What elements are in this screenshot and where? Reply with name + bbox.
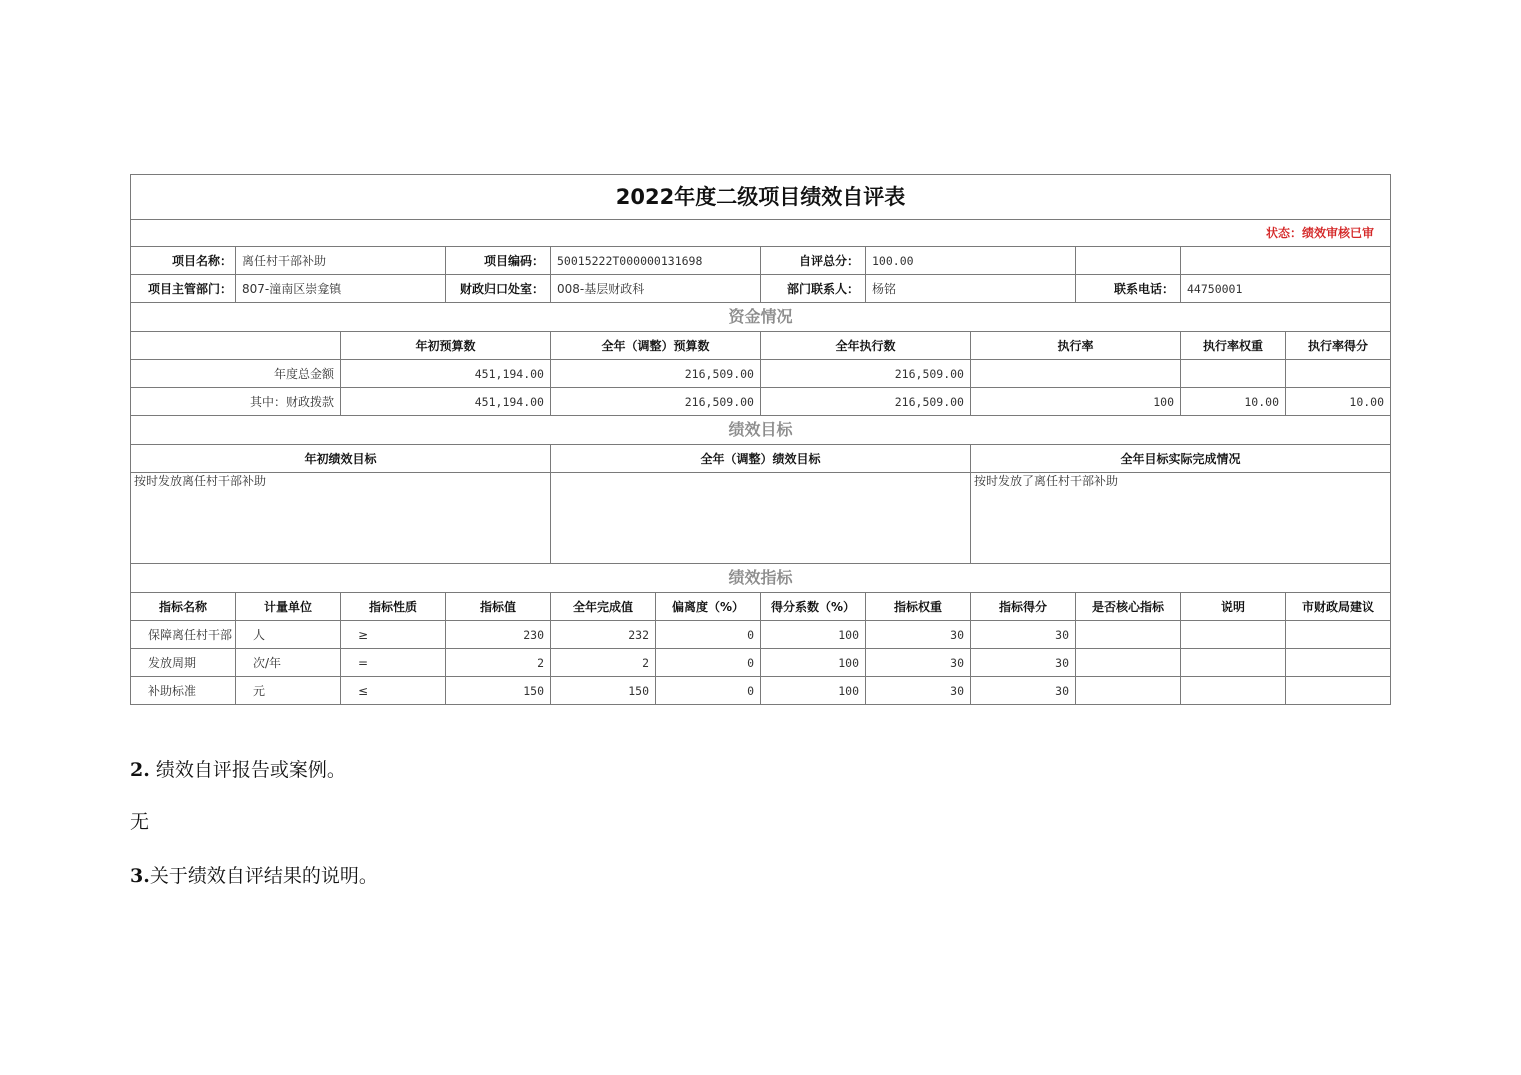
funds-header: 年初预算数 [341, 332, 551, 360]
self-score-label: 自评总分： [761, 247, 866, 275]
empty-cell [1181, 247, 1391, 275]
empty-cell [131, 332, 341, 360]
indicator-target: 2 [446, 649, 551, 677]
funds-header: 执行率得分 [1286, 332, 1391, 360]
info-row [131, 247, 1391, 275]
self-score-value: 100.00 [866, 247, 1076, 275]
indicator-target: 230 [446, 621, 551, 649]
adjusted-goal-text [551, 473, 971, 564]
indicator-actual: 150 [551, 677, 656, 705]
funds-cell: 216,509.00 [551, 360, 761, 388]
indicator-unit: 人 [236, 621, 341, 649]
indicator-coefficient: 100 [761, 677, 866, 705]
project-name-value: 离任村干部补助 [236, 247, 446, 275]
goals-section-title: 绩效目标 [131, 416, 1391, 445]
funds-cell [1181, 360, 1286, 388]
finance-office-label: 财政归口处室： [446, 275, 551, 303]
funds-header: 执行率 [971, 332, 1181, 360]
indicator-header: 是否核心指标 [1076, 593, 1181, 621]
indicator-score: 30 [971, 649, 1076, 677]
indicator-header: 全年完成值 [551, 593, 656, 621]
indicators-header-row [131, 593, 1391, 621]
section-heading-text: 绩效自评报告或案例。 [155, 759, 346, 781]
status-badge: 状态：绩效审核已审 [131, 220, 1391, 247]
indicator-nature: ≤ [341, 677, 446, 705]
indicator-header: 计量单位 [236, 593, 341, 621]
funds-row-label: 年度总金额 [131, 360, 341, 388]
contact-value: 杨铭 [866, 275, 1076, 303]
section-number: 3. [130, 865, 150, 887]
dept-label: 项目主管部门： [131, 275, 236, 303]
funds-row-label: 其中：财政拨款 [131, 388, 341, 416]
project-code-value: 50015222T000000131698 [551, 247, 761, 275]
finance-office-value: 008-基层财政科 [551, 275, 761, 303]
indicator-actual: 232 [551, 621, 656, 649]
funds-cell: 451,194.00 [341, 388, 551, 416]
project-code-label: 项目编码： [446, 247, 551, 275]
funds-cell: 451,194.00 [341, 360, 551, 388]
indicator-weight: 30 [866, 677, 971, 705]
indicator-core [1076, 649, 1181, 677]
indicator-score: 30 [971, 621, 1076, 649]
indicator-row [131, 621, 1391, 649]
empty-cell [1076, 247, 1181, 275]
indicator-note [1181, 621, 1286, 649]
indicator-unit: 元 [236, 677, 341, 705]
indicator-header: 指标权重 [866, 593, 971, 621]
funds-header: 执行率权重 [1181, 332, 1286, 360]
funds-cell: 216,509.00 [761, 388, 971, 416]
phone-label: 联系电话： [1076, 275, 1181, 303]
indicator-weight: 30 [866, 649, 971, 677]
goals-header-row [131, 445, 1391, 473]
indicator-nature: ≥ [341, 621, 446, 649]
funds-row [131, 360, 1391, 388]
dept-value: 807-潼南区崇龛镇 [236, 275, 446, 303]
indicator-header: 指标名称 [131, 593, 236, 621]
indicator-advice [1286, 621, 1391, 649]
section-heading-text: 关于绩效自评结果的说明。 [149, 865, 378, 887]
indicator-coefficient: 100 [761, 621, 866, 649]
initial-goal-text: 按时发放离任村干部补助 [131, 473, 551, 564]
indicator-name: 补助标准 [131, 677, 236, 705]
funds-cell: 216,509.00 [761, 360, 971, 388]
indicator-deviation: 0 [656, 621, 761, 649]
indicator-note [1181, 677, 1286, 705]
info-row [131, 275, 1391, 303]
indicator-row [131, 649, 1391, 677]
indicators-section-title: 绩效指标 [131, 564, 1391, 593]
indicator-header: 市财政局建议 [1286, 593, 1391, 621]
indicator-name: 发放周期 [131, 649, 236, 677]
indicator-deviation: 0 [656, 649, 761, 677]
funds-row [131, 388, 1391, 416]
section-heading-3 [130, 861, 378, 888]
indicator-name: 保障离任村干部 [131, 621, 236, 649]
goals-header: 全年（调整）绩效目标 [551, 445, 971, 473]
performance-eval-table [130, 174, 1391, 705]
section-heading-2 [130, 755, 346, 782]
indicator-advice [1286, 677, 1391, 705]
funds-cell: 10.00 [1286, 388, 1391, 416]
indicator-score: 30 [971, 677, 1076, 705]
indicator-header: 得分系数（%） [761, 593, 866, 621]
goals-header: 全年目标实际完成情况 [971, 445, 1391, 473]
project-name-label: 项目名称： [131, 247, 236, 275]
funds-cell [1286, 360, 1391, 388]
section-number: 2. [130, 759, 150, 781]
indicator-weight: 30 [866, 621, 971, 649]
actual-completion-text: 按时发放了离任村干部补助 [971, 473, 1391, 564]
funds-header: 全年（调整）预算数 [551, 332, 761, 360]
funds-section-title: 资金情况 [131, 303, 1391, 332]
indicator-note [1181, 649, 1286, 677]
indicator-actual: 2 [551, 649, 656, 677]
indicator-header: 偏离度（%） [656, 593, 761, 621]
indicator-coefficient: 100 [761, 649, 866, 677]
indicator-nature: = [341, 649, 446, 677]
indicator-header: 指标性质 [341, 593, 446, 621]
table-title: 2022年度二级项目绩效自评表 [131, 175, 1391, 220]
indicator-header: 指标值 [446, 593, 551, 621]
indicator-advice [1286, 649, 1391, 677]
section-2-answer: 无 [130, 811, 150, 833]
goals-row [131, 473, 1391, 564]
indicator-core [1076, 677, 1181, 705]
indicator-target: 150 [446, 677, 551, 705]
funds-header-row [131, 332, 1391, 360]
indicator-row [131, 677, 1391, 705]
indicator-header: 指标得分 [971, 593, 1076, 621]
indicator-core [1076, 621, 1181, 649]
indicator-unit: 次/年 [236, 649, 341, 677]
funds-cell: 100 [971, 388, 1181, 416]
phone-value: 44750001 [1181, 275, 1391, 303]
contact-label: 部门联系人： [761, 275, 866, 303]
indicator-header: 说明 [1181, 593, 1286, 621]
funds-cell [971, 360, 1181, 388]
funds-cell: 10.00 [1181, 388, 1286, 416]
goals-header: 年初绩效目标 [131, 445, 551, 473]
indicator-deviation: 0 [656, 677, 761, 705]
funds-cell: 216,509.00 [551, 388, 761, 416]
funds-header: 全年执行数 [761, 332, 971, 360]
performance-eval-sheet [130, 174, 1390, 705]
